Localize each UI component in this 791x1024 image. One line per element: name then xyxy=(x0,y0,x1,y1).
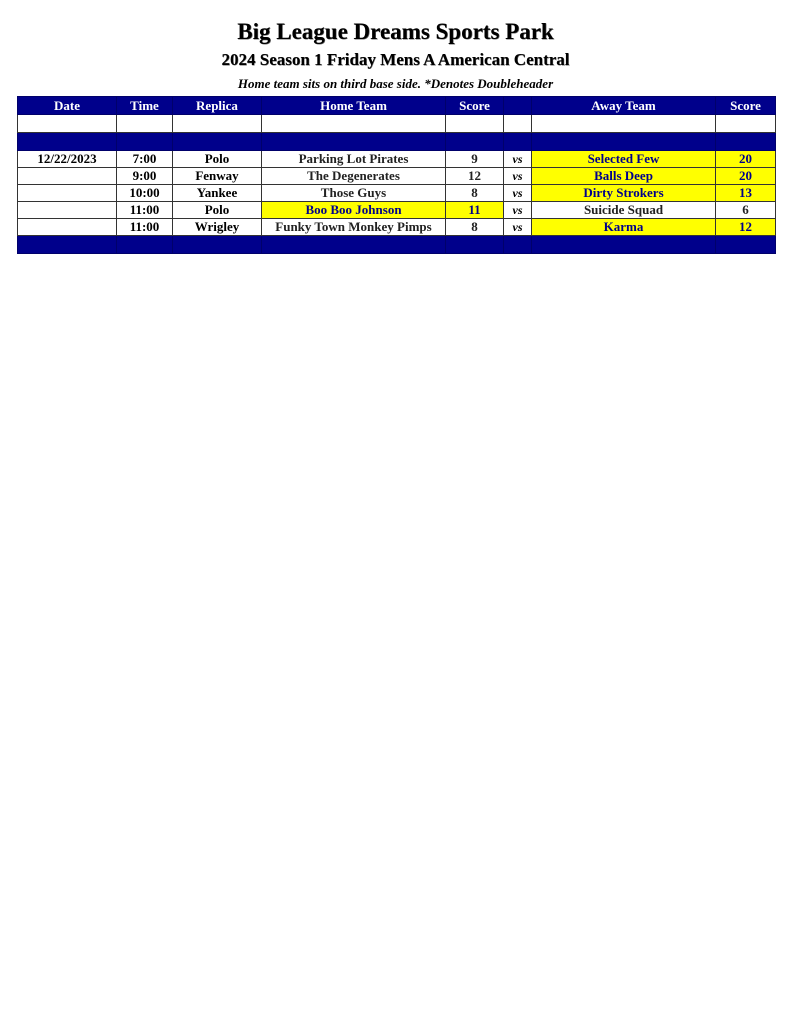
table-row xyxy=(18,219,776,236)
away-team: Selected Few xyxy=(532,151,716,168)
game-time: 10:00 xyxy=(117,185,173,202)
table-row xyxy=(18,151,776,168)
page-subtitle: 2024 Season 1 Friday Mens A American Central xyxy=(221,50,570,69)
table-header-row xyxy=(18,97,776,115)
blank-row xyxy=(18,115,776,133)
table-row xyxy=(18,202,776,219)
vs-label: vs xyxy=(504,151,532,168)
column-header-home-team: Home Team xyxy=(262,97,446,115)
away-score: 20 xyxy=(716,151,776,168)
home-score: 8 xyxy=(446,185,504,202)
game-date xyxy=(18,202,117,219)
game-time: 11:00 xyxy=(117,202,173,219)
away-score: 6 xyxy=(716,202,776,219)
home-score: 8 xyxy=(446,219,504,236)
schedule-table xyxy=(17,96,776,254)
game-replica: Polo xyxy=(173,202,262,219)
away-team: Karma xyxy=(532,219,716,236)
game-date xyxy=(18,185,117,202)
home-team: Those Guys xyxy=(262,185,446,202)
away-team: Suicide Squad xyxy=(532,202,716,219)
footer-separator-row xyxy=(18,236,776,254)
home-team: Funky Town Monkey Pimps xyxy=(262,219,446,236)
page-note: Home team sits on third base side. *Denotes Doubleheader xyxy=(237,76,554,91)
column-header-date: Date xyxy=(18,97,117,115)
home-score: 12 xyxy=(446,168,504,185)
game-replica: Wrigley xyxy=(173,219,262,236)
vs-label: vs xyxy=(504,185,532,202)
table-row xyxy=(18,185,776,202)
column-header-home-score: Score xyxy=(446,97,504,115)
home-team: Parking Lot Pirates xyxy=(262,151,446,168)
home-team: Boo Boo Johnson xyxy=(262,202,446,219)
game-date xyxy=(18,219,117,236)
column-header-time: Time xyxy=(117,97,173,115)
separator-row xyxy=(18,133,776,151)
game-date xyxy=(18,168,117,185)
page-title: Big League Dreams Sports Park xyxy=(237,19,554,44)
table-row xyxy=(18,168,776,185)
column-header-replica: Replica xyxy=(173,97,262,115)
game-date: 12/22/2023 xyxy=(18,151,117,168)
game-replica: Fenway xyxy=(173,168,262,185)
column-header-away-score: Score xyxy=(716,97,776,115)
vs-label: vs xyxy=(504,219,532,236)
vs-label: vs xyxy=(504,202,532,219)
away-team: Dirty Strokers xyxy=(532,185,716,202)
game-replica: Polo xyxy=(173,151,262,168)
away-score: 13 xyxy=(716,185,776,202)
away-score: 20 xyxy=(716,168,776,185)
home-score: 9 xyxy=(446,151,504,168)
away-team: Balls Deep xyxy=(532,168,716,185)
away-score: 12 xyxy=(716,219,776,236)
home-team: The Degenerates xyxy=(262,168,446,185)
column-header-vs xyxy=(504,97,532,115)
vs-label: vs xyxy=(504,168,532,185)
game-time: 9:00 xyxy=(117,168,173,185)
game-replica: Yankee xyxy=(173,185,262,202)
column-header-away-team: Away Team xyxy=(532,97,716,115)
home-score: 11 xyxy=(446,202,504,219)
game-time: 11:00 xyxy=(117,219,173,236)
game-time: 7:00 xyxy=(117,151,173,168)
